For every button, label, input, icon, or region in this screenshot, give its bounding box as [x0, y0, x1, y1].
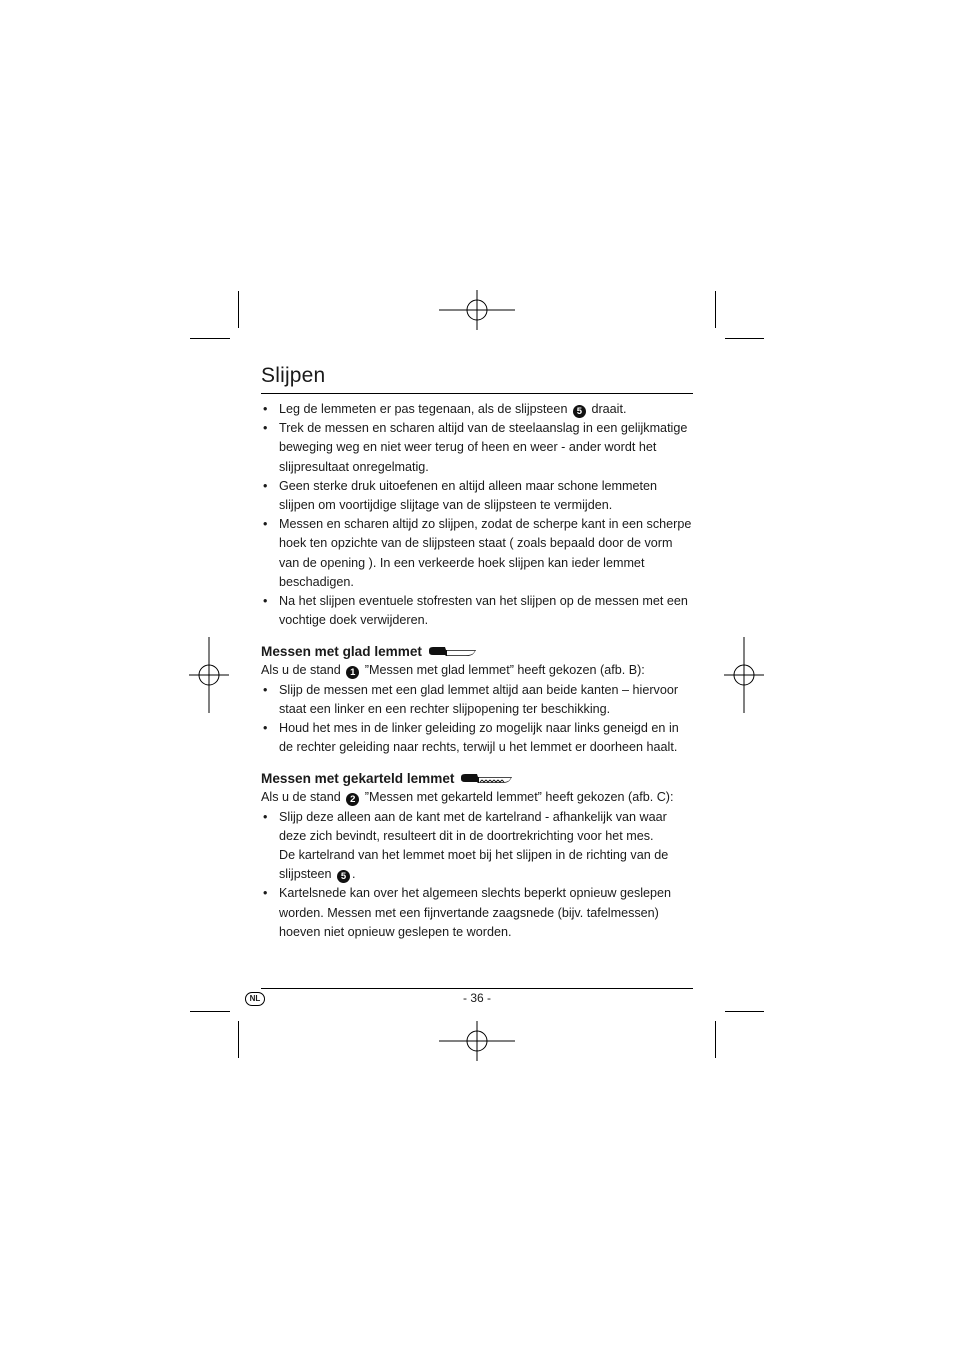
- reference-number-5: 5: [573, 405, 586, 418]
- section-heading-smooth: Messen met glad lemmet: [261, 642, 693, 661]
- registration-mark-icon: [706, 637, 782, 713]
- main-bullet-list: [261, 400, 693, 630]
- list-item: • Slijp de messen met een glad lemmet altijd aan beide kanten – hiervoor staat een linker en een rechter slijpopening ter beschikking.: [263, 682, 679, 716]
- crop-mark: [715, 1021, 716, 1058]
- reference-number-2: 2: [346, 793, 359, 806]
- registration-mark-icon: [171, 637, 247, 713]
- crop-mark: [190, 338, 230, 339]
- bullet: •: [263, 594, 268, 609]
- page-number: - 36 -: [462, 991, 491, 1005]
- smooth-knife-icon: [428, 646, 478, 658]
- bullet: •: [263, 517, 268, 532]
- footer-divider: [261, 988, 693, 989]
- crop-mark: [238, 1021, 239, 1058]
- list-item: • Messen en scharen altijd zo slijpen, zodat de scherpe kant in een scherpe hoek ten opzichte van de slijpsteen staat ( zoals bepaald door de vorm van de opening ). In een verkeerde hoek slijpen kan ieder lemmet beschadigen.: [263, 517, 692, 589]
- list-item: • Geen sterke druk uitoefenen en altijd alleen maar schone lemmeten slijpen om voortijdige slijtage van de slijpsteen te vermijden.: [263, 478, 658, 513]
- list-item: • Trek de messen en scharen altijd van de steelaanslag in een gelijkmatige beweging weg en niet weer terug of heen en weer - ander wordt het slijpresultaat onregelmatig.: [263, 421, 688, 474]
- list-item: • Houd het mes in de linker geleiding zo mogelijk naar links geneigd en in de rechter geleiding naar rechts, terwijl u het lemmet er doorheen haalt.: [263, 721, 679, 755]
- list-item: • Kartelsnede kan over het algemeen slechts beperkt opnieuw geslepen worden. Messen met een fijnvertande zaagsnede (bijv. tafelmessen) hoeven niet opnieuw geslepen te worden.: [263, 886, 672, 939]
- serrated-knife-icon: [460, 773, 514, 785]
- bullet: •: [263, 809, 268, 824]
- title-divider: [261, 393, 693, 394]
- list-item: • Slijp deze alleen aan de kant met de kartelrand - afhankelijk van waar deze zich bevindt, resulteert dit in de doortrekrichting voor het mes. De kartelrand van het lemmet moet bij het slijpen in de richting van de slijpsteen 5 .: [263, 809, 669, 883]
- section-intro: Als u de stand 2 ”Messen met gekarteld lemmet” heeft gekozen (afb. C):: [261, 790, 674, 806]
- crop-mark: [715, 291, 716, 328]
- bullet: •: [263, 478, 268, 493]
- bullet: •: [263, 421, 268, 436]
- crop-mark: [190, 1011, 230, 1012]
- list-item: • Na het slijpen eventuele stofresten van het slijpen op de messen met een vochtige doek verwijderen.: [263, 594, 688, 628]
- crop-mark: [238, 291, 239, 328]
- crop-mark: [725, 1011, 764, 1012]
- bullet: •: [263, 721, 268, 736]
- reference-number-5: 5: [337, 870, 350, 883]
- bullet: •: [263, 886, 268, 901]
- bullet: •: [263, 402, 268, 416]
- bullet: •: [263, 682, 268, 697]
- registration-mark-icon: [439, 272, 515, 348]
- section-intro: Als u de stand 1 ”Messen met glad lemmet” heeft gekozen (afb. B):: [261, 663, 645, 679]
- section2-bullet-list: [261, 808, 693, 942]
- crop-mark: [725, 338, 764, 339]
- main-content: [261, 400, 693, 942]
- registration-mark-icon: [439, 1003, 515, 1079]
- page-title: Slijpen: [261, 364, 326, 387]
- reference-number-1: 1: [346, 666, 359, 679]
- list-item: • Leg de lemmeten er pas tegenaan, als de slijpsteen 5 draait.: [261, 400, 693, 419]
- section-heading-serrated: Messen met gekarteld lemmet: [261, 769, 693, 788]
- section1-bullet-list: [261, 681, 693, 758]
- language-badge: NL: [245, 992, 265, 1006]
